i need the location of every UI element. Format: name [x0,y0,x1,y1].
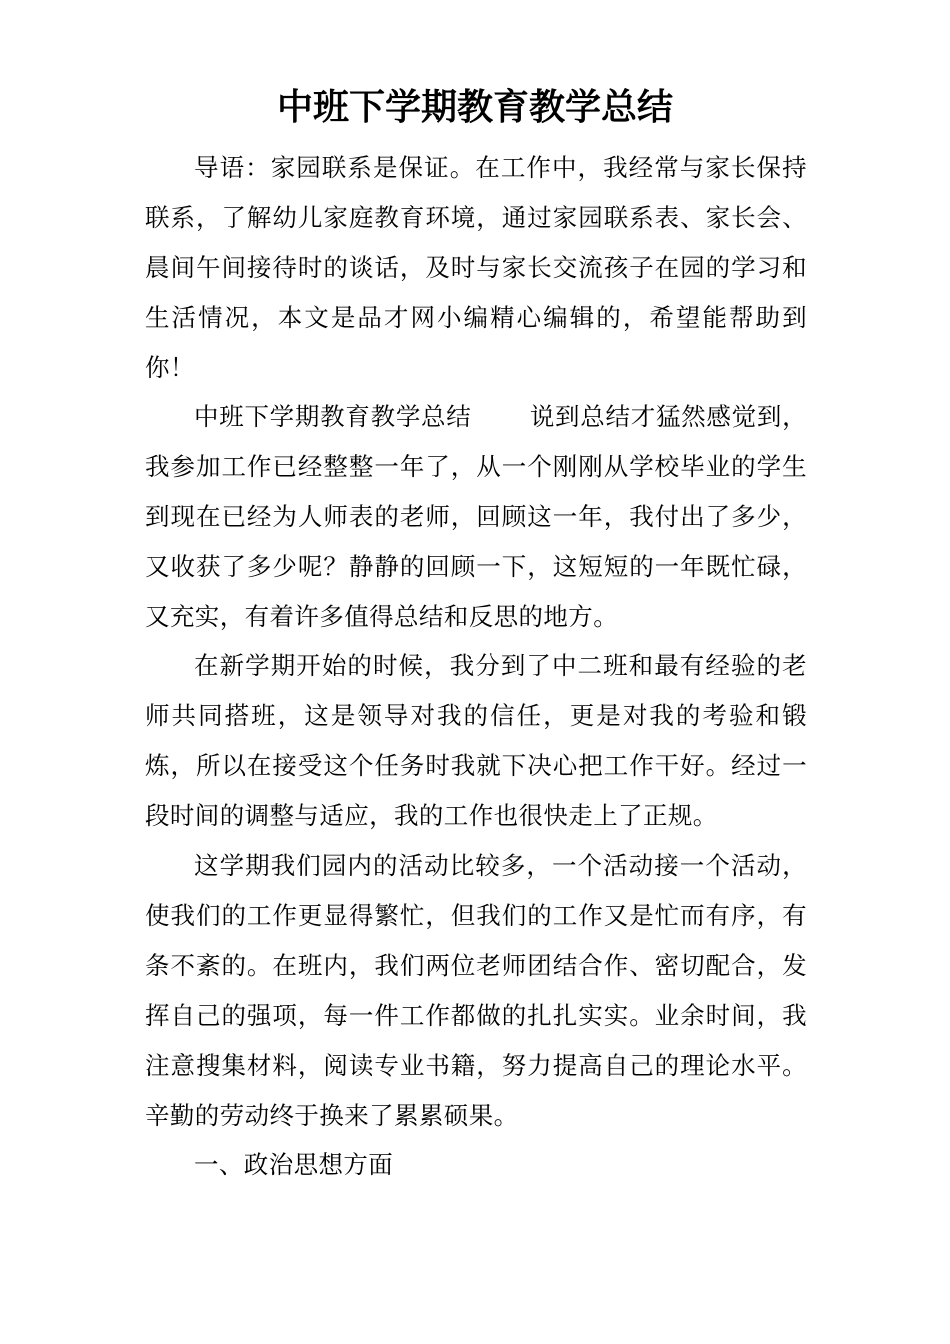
paragraph-3: 这学期我们园内的活动比较多，一个活动接一个活动，使我们的工作更显得繁忙，但我们的工作又是忙而有序，有条不紊的。在班内，我们两位老师团结合作、密切配合，发挥自己的强项，每一件工作都做的扎扎实实。业余时间，我注意搜集材料，阅读专业书籍，努力提高自己的理论水平。辛勤的劳动终于换来了累累硕果。 [145,851,807,1130]
document-title: 中班下学期教育教学总结 [276,87,673,128]
section-label: 中班下学期教育教学总结 [194,402,472,431]
paragraph-opening [145,392,807,642]
intro-paragraph: 导语：家园联系是保证。在工作中，我经常与家长保持联系，了解幼儿家庭教育环境，通过家园联系表、家长会、晨间午间接待时的谈话，及时与家长交流孩子在园的学习和生活情况，本文是品才网小编精心编辑的，希望能帮助到你！ [145,153,807,382]
paragraph-1-text: 说到总结才猛然感觉到，我参加工作已经整整一年了，从一个刚刚从学校毕业的学生到现在已经为人师表的老师，回顾这一年，我付出了多少，又收获了多少呢？静静的回顾一下，这短短的一年既忙碌，又充实，有着许多值得总结和反思的地方。 [145,402,807,631]
paragraph-2: 在新学期开始的时候，我分到了中二班和最有经验的老师共同搭班，这是领导对我的信任，更是对我的考验和锻炼，所以在接受这个任务时我就下决心把工作干好。经过一段时间的调整与适应，我的工作也很快走上了正规。 [145,651,807,830]
section-heading-politics: 一、政治思想方面 [194,1150,394,1179]
